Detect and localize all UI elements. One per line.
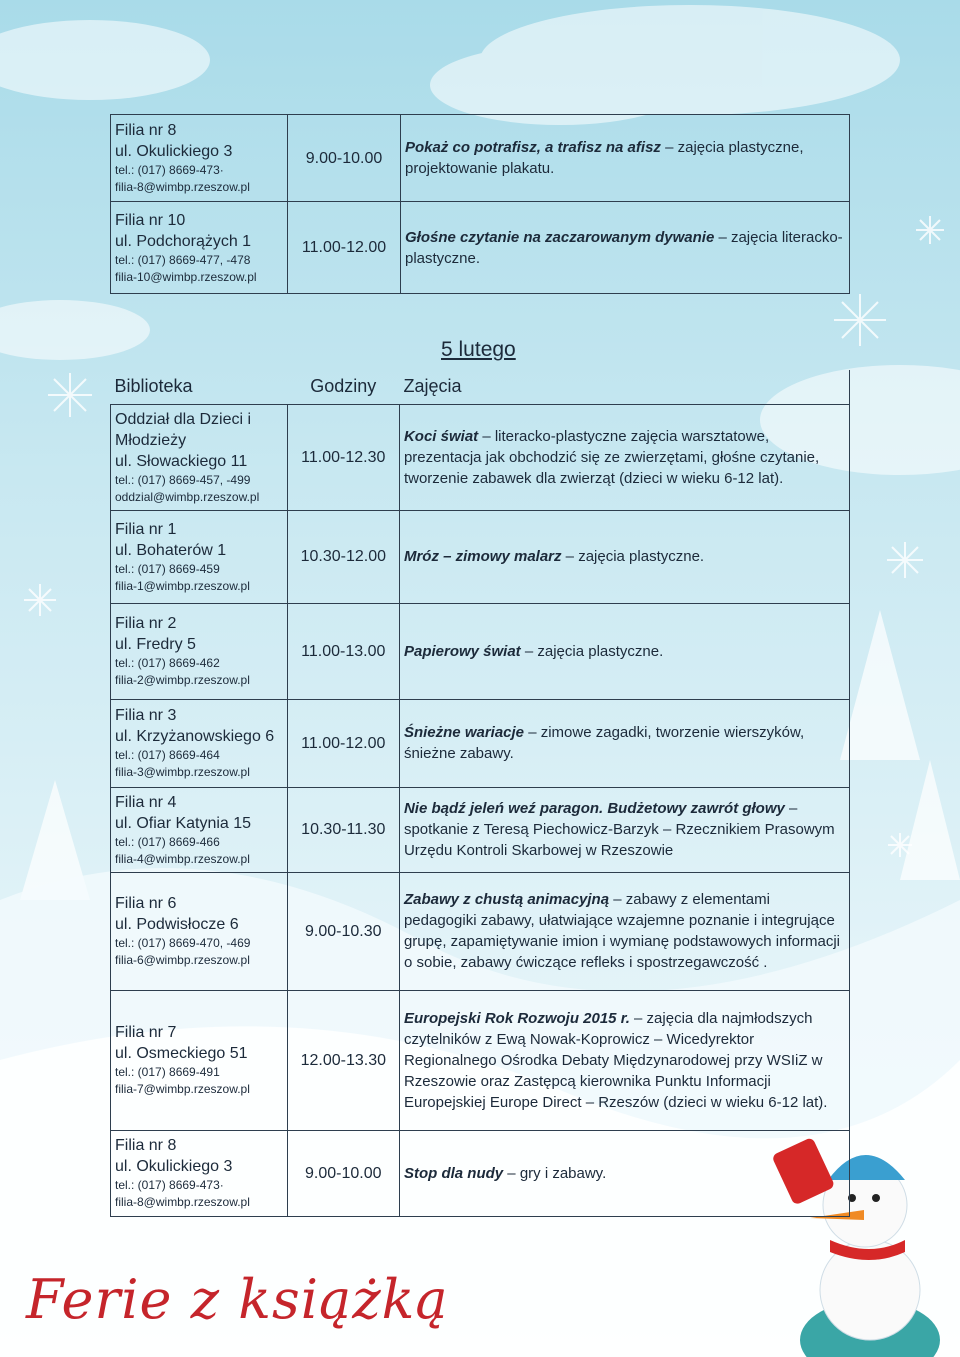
event-title: Papierowy świat: [403, 642, 521, 660]
branch-email: filia-8@wimbp.rzeszow.pl: [115, 1195, 250, 1209]
branch-email: filia-3@wimbp.rzeszow.pl: [115, 765, 250, 779]
library-cell: [111, 603, 288, 699]
library-cell: [111, 699, 288, 787]
branch-email: filia-8@wimbp.rzeszow.pl: [115, 180, 250, 194]
branch-address: ul. Osmeckiego 51: [115, 1045, 248, 1062]
branch-phone: tel.: (017) 8669-462: [115, 656, 220, 670]
event-description: – zimowe zagadki, tworzenie wierszyków, śnieżne zabawy.: [403, 724, 805, 762]
branch-name: Filia nr 8: [115, 1137, 177, 1154]
activity-cell: [399, 699, 849, 787]
hours-cell: 9.00-10.30: [287, 872, 399, 990]
header-library: Biblioteka: [111, 370, 288, 404]
event-title: Stop dla nudy: [403, 1164, 504, 1182]
event-description: – zajęcia plastyczne, projektowanie plakatu.: [405, 139, 804, 177]
library-cell: [111, 510, 288, 603]
branch-address: ul. Podchorążych 1: [115, 232, 252, 250]
branch-name: Filia nr 10: [115, 211, 186, 229]
activity-cell: [399, 787, 849, 872]
activity-cell: [399, 1130, 849, 1216]
library-cell: [111, 1130, 288, 1216]
hours-cell: 11.00-12.30: [287, 404, 399, 510]
event-description: – zajęcia dla najmłodszych czytelników z Ewą Nowak-Koprowicz – Wicedyrektor Regionalnego Ośrodka Debaty Międzynarodowej przy WSIiZ w Rzeszowie oraz Zastępcą kierownika Punktu Informacji Europejskiej Europe Direct – Rzeszów (dzieci w wieku 6-12 lat).: [403, 1009, 828, 1111]
header-hours: Godziny: [287, 370, 399, 404]
table-row: [111, 202, 850, 294]
table-row: [111, 872, 850, 990]
library-cell: [111, 787, 288, 872]
branch-address: ul. Fredry 5: [115, 636, 196, 653]
event-description: – zajęcia plastyczne.: [561, 548, 705, 565]
activity-cell: [399, 990, 849, 1130]
branch-phone: tel.: (017) 8669-477, -478: [115, 252, 251, 267]
branch-phone: tel.: (017) 8669-473·: [115, 1178, 224, 1192]
library-cell: [111, 990, 288, 1130]
activity-cell: [401, 202, 850, 294]
branch-phone: tel.: (017) 8669-459: [115, 561, 220, 576]
hours-cell: 11.00-13.00: [287, 603, 399, 699]
activity-cell: [399, 872, 849, 990]
branch-phone: tel.: (017) 8669-470, -469: [115, 936, 251, 950]
branch-address: ul. Okulickiego 3: [115, 143, 233, 160]
table-row: [111, 699, 850, 787]
event-description: – gry i zabawy.: [503, 1164, 607, 1182]
event-title: Głośne czytanie na zaczarowanym dywanie: [405, 228, 715, 246]
hours-cell: 11.00-12.00: [288, 202, 401, 294]
branch-name: Oddział dla Dzieci i Młodzieży: [115, 410, 252, 449]
event-title: Zabawy z chustą animacyjną: [403, 891, 610, 908]
branch-email: filia-10@wimbp.rzeszow.pl: [115, 269, 257, 284]
branch-name: Filia nr 4: [115, 793, 177, 811]
branch-email: oddzial@wimbp.rzeszow.pl: [115, 489, 260, 504]
branch-name: Filia nr 1: [115, 520, 177, 538]
hours-cell: 10.30-12.00: [287, 510, 399, 603]
branch-address: ul. Okulickiego 3: [115, 1158, 233, 1175]
event-description: – zajęcia literacko-plastyczne.: [405, 228, 843, 267]
event-title: Koci świat: [403, 427, 479, 445]
library-cell: [111, 202, 288, 294]
ferie-logo: Ferie z książką: [26, 1268, 449, 1331]
branch-email: filia-6@wimbp.rzeszow.pl: [115, 953, 250, 967]
branch-phone: tel.: (017) 8669-464: [115, 748, 220, 762]
table-row: [111, 404, 850, 510]
branch-phone: tel.: (017) 8669-491: [115, 1065, 220, 1079]
hours-cell: 11.00-12.00: [287, 699, 399, 787]
branch-email: filia-1@wimbp.rzeszow.pl: [115, 578, 250, 593]
branch-phone: tel.: (017) 8669-473·: [115, 163, 224, 177]
library-cell: [111, 404, 288, 510]
table-row: [111, 1130, 850, 1216]
branch-address: ul. Bohaterów 1: [115, 541, 227, 559]
branch-email: filia-4@wimbp.rzeszow.pl: [115, 851, 250, 866]
branch-name: Filia nr 7: [115, 1024, 177, 1041]
event-title: Mróz – zimowy malarz: [403, 548, 562, 565]
branch-name: Filia nr 2: [115, 615, 177, 632]
event-description: – literacko-plastyczne zajęcia warsztatowe, prezentacja jak obchodzić się ze zwierzętami, głośne czytanie, tworzenie zabawek dla zwierząt (dzieci w wieku 6-12 lat).: [403, 427, 820, 487]
branch-address: ul. Podwisłocze 6: [115, 916, 239, 933]
table-row: [111, 990, 850, 1130]
event-description: – zabawy z elementami pedagogiki zabawy, ułatwiające wzajemne poznanie i integrujące grupę, zapamiętywanie imion i wymianę podstawowych informacji o sobie, zabawy ćwiczące refleks i spostrzegawczość .: [403, 891, 840, 971]
event-title: Nie bądź jeleń weź paragon. Budżetowy zawrót głowy: [403, 800, 785, 817]
table-row: [111, 510, 850, 603]
activity-cell: [399, 404, 849, 510]
event-title: Europejski Rok Rozwoju 2015 r.: [403, 1009, 630, 1027]
library-cell: [111, 872, 288, 990]
header-activity: Zajęcia: [399, 370, 849, 404]
event-title: Pokaż co potrafisz, a trafisz na afisz: [405, 139, 661, 156]
table-row: [111, 603, 850, 699]
hours-cell: 9.00-10.00: [288, 115, 401, 202]
event-title: Śnieżne wariacje: [403, 724, 525, 741]
schedule-table-top: [110, 114, 850, 294]
hours-cell: 10.30-11.30: [287, 787, 399, 872]
library-cell: [111, 115, 288, 202]
table-header-row: [111, 370, 850, 404]
hours-cell: 12.00-13.30: [287, 990, 399, 1130]
branch-email: filia-7@wimbp.rzeszow.pl: [115, 1082, 250, 1096]
event-description: – spotkanie z Teresą Piechowicz-Barzyk – Rzecznikiem Prasowym Urzędu Kontroli Skarbowej w Rzeszowie: [403, 800, 835, 859]
table-row: [111, 115, 850, 202]
section-date-title: 5 lutego: [441, 338, 516, 361]
branch-email: filia-2@wimbp.rzeszow.pl: [115, 673, 250, 687]
branch-address: ul. Słowackiego 11: [115, 452, 248, 470]
activity-cell: [401, 115, 850, 202]
schedule-table-feb5: [110, 370, 850, 1217]
branch-phone: tel.: (017) 8669-457, -499: [115, 472, 251, 487]
table-row: [111, 787, 850, 872]
branch-phone: tel.: (017) 8669-466: [115, 834, 220, 849]
event-description: – zajęcia plastyczne.: [520, 642, 664, 660]
branch-name: Filia nr 8: [115, 122, 177, 139]
branch-name: Filia nr 3: [115, 707, 177, 724]
hours-cell: 9.00-10.00: [287, 1130, 399, 1216]
branch-address: ul. Krzyżanowskiego 6: [115, 728, 275, 745]
branch-address: ul. Ofiar Katynia 15: [115, 814, 252, 832]
activity-cell: [399, 510, 849, 603]
branch-name: Filia nr 6: [115, 895, 177, 912]
activity-cell: [399, 603, 849, 699]
